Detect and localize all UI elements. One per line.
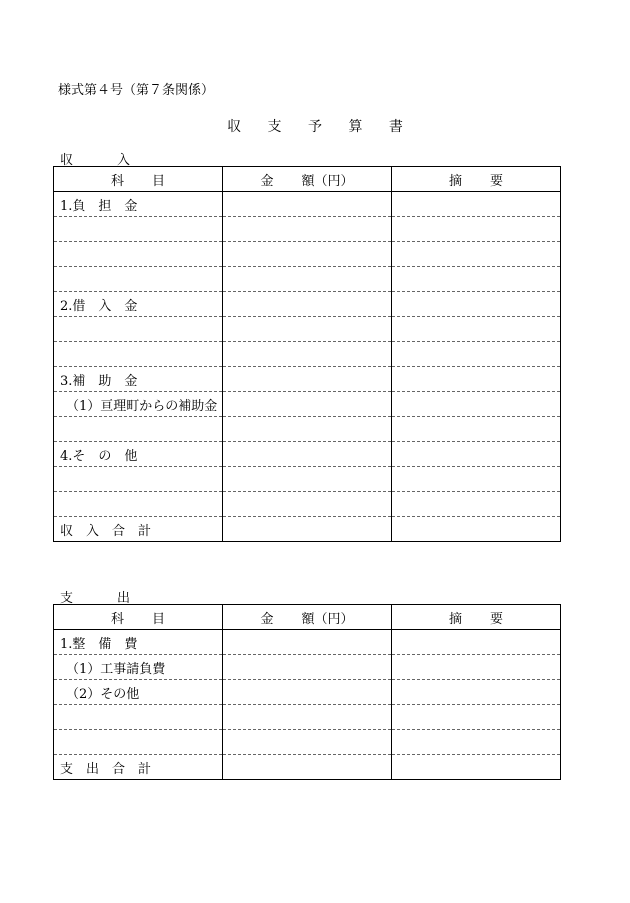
title-char: 算 [348,119,363,135]
title-char: 予 [308,119,322,135]
remarks-cell[interactable] [392,417,561,442]
amount-cell[interactable] [223,367,392,392]
header-item: 科 目 [54,605,223,630]
item-cell [54,317,223,342]
item-cell: （2）その他 [54,680,223,705]
expense-header-row [54,605,561,630]
remarks-cell[interactable] [392,630,561,655]
remarks-cell[interactable] [392,755,561,780]
remarks-cell[interactable] [392,292,561,317]
item-cell [54,417,223,442]
income-section-label: 収 入 [60,153,131,168]
table-row [54,267,561,292]
amount-cell[interactable] [223,655,392,680]
table-row [54,630,561,655]
remarks-cell[interactable] [392,442,561,467]
table-row [54,492,561,517]
expense-table [53,604,561,780]
remarks-cell[interactable] [392,317,561,342]
item-cell [54,467,223,492]
table-row [54,392,561,417]
item-cell: 1.負 担 金 [54,192,223,217]
table-row [54,467,561,492]
header-amount: 金 額（円） [223,605,392,630]
item-cell [54,267,223,292]
amount-cell[interactable] [223,755,392,780]
item-cell [54,242,223,267]
amount-cell[interactable] [223,317,392,342]
table-row [54,342,561,367]
amount-cell[interactable] [223,680,392,705]
table-row [54,680,561,705]
remarks-cell[interactable] [392,217,561,242]
title-char: 収 [227,119,242,135]
amount-cell[interactable] [223,392,392,417]
expense-section-label: 支 出 [60,591,131,606]
title-char: 書 [388,119,403,135]
header-remarks: 摘 要 [392,605,561,630]
item-cell: 1.整 備 費 [54,630,223,655]
amount-cell[interactable] [223,217,392,242]
item-cell [54,342,223,367]
item-cell: 収 入 合 計 [54,517,223,542]
remarks-cell[interactable] [392,367,561,392]
amount-cell[interactable] [223,730,392,755]
remarks-cell[interactable] [392,267,561,292]
item-cell: 支 出 合 計 [54,755,223,780]
table-row [54,705,561,730]
item-cell: 2.借 入 金 [54,292,223,317]
remarks-cell[interactable] [392,705,561,730]
remarks-cell[interactable] [392,517,561,542]
amount-cell[interactable] [223,192,392,217]
item-cell [54,217,223,242]
expense-total-row [54,755,561,780]
header-item: 科 目 [54,167,223,192]
table-row [54,417,561,442]
remarks-cell[interactable] [392,655,561,680]
remarks-cell[interactable] [392,242,561,267]
income-total-row [54,517,561,542]
remarks-cell[interactable] [392,730,561,755]
amount-cell[interactable] [223,705,392,730]
table-row [54,730,561,755]
item-cell: 3.補 助 金 [54,367,223,392]
income-header-row [54,167,561,192]
item-cell [54,730,223,755]
header-amount: 金 額（円） [223,167,392,192]
amount-cell[interactable] [223,467,392,492]
remarks-cell[interactable] [392,467,561,492]
document-title [0,116,630,136]
title-char: 支 [267,119,282,135]
table-row [54,292,561,317]
amount-cell[interactable] [223,442,392,467]
remarks-cell[interactable] [392,192,561,217]
table-row [54,442,561,467]
item-cell: （1）工事請負費 [54,655,223,680]
remarks-cell[interactable] [392,492,561,517]
item-cell: （1）亘理町からの補助金 [54,392,223,417]
table-row [54,217,561,242]
amount-cell[interactable] [223,342,392,367]
table-row [54,655,561,680]
item-cell [54,492,223,517]
table-row [54,242,561,267]
table-row [54,192,561,217]
item-cell [54,705,223,730]
header-remarks: 摘 要 [392,167,561,192]
amount-cell[interactable] [223,242,392,267]
amount-cell[interactable] [223,492,392,517]
remarks-cell[interactable] [392,392,561,417]
amount-cell[interactable] [223,417,392,442]
income-table [53,166,561,542]
remarks-cell[interactable] [392,680,561,705]
item-cell: 4.そ の 他 [54,442,223,467]
table-row [54,367,561,392]
table-row [54,317,561,342]
amount-cell[interactable] [223,517,392,542]
form-number: 様式第４号（第７条関係） [58,83,215,98]
amount-cell[interactable] [223,267,392,292]
amount-cell[interactable] [223,292,392,317]
amount-cell[interactable] [223,630,392,655]
remarks-cell[interactable] [392,342,561,367]
